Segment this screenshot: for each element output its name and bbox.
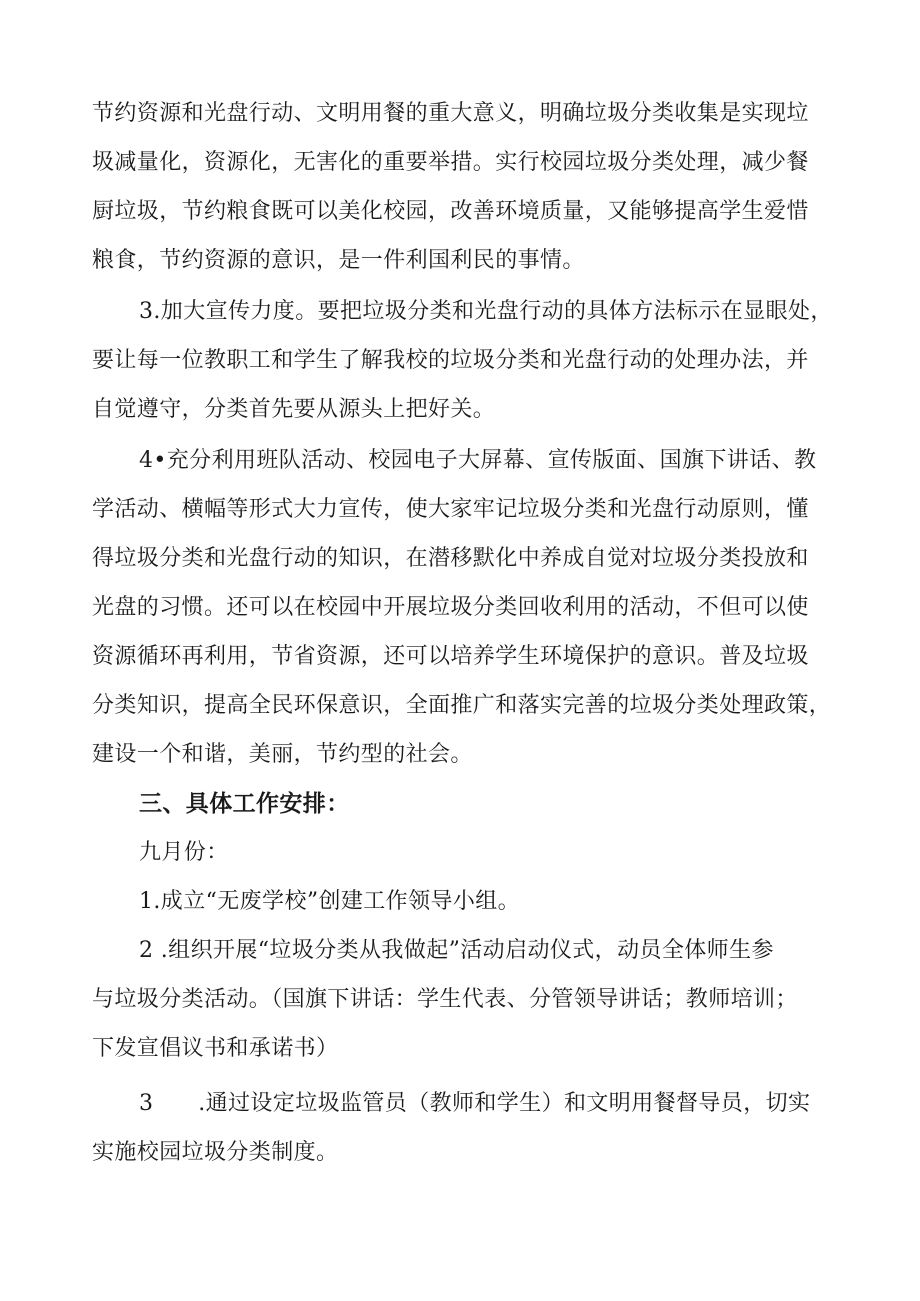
paragraph-line: 3 .通过设定垃圾监管员（教师和学生）和文明用餐督导员，切实 bbox=[139, 1091, 811, 1116]
paragraph-line: 光盘的习惯。还可以在校园中开展垃圾分类回收利用的活动，不但可以使 bbox=[92, 595, 809, 620]
paragraph-line: 建设一个和谐，美丽，节约型的社会。 bbox=[92, 742, 473, 767]
paragraph-line: 圾减量化，资源化，无害化的重要举措。实行校园垃圾分类处理，减少餐 bbox=[92, 150, 809, 175]
paragraph-line: 粮食，节约资源的意识，是一件利国利民的事情。 bbox=[92, 248, 585, 273]
paragraph-line: 学活动、横幅等形式大力宣传，使大家牢记垃圾分类和光盘行动原则，懂 bbox=[92, 497, 809, 522]
paragraph-line: 节约资源和光盘行动、文明用餐的重大意义，明确垃圾分类收集是实现垃 bbox=[92, 101, 809, 126]
paragraph-line: 得垃圾分类和光盘行动的知识，在潜移默化中养成自觉对垃圾分类投放和 bbox=[92, 546, 809, 571]
paragraph-line: 4•充分利用班队活动、校园电子大屏幕、宣传版面、国旗下讲话、教 bbox=[139, 448, 817, 473]
paragraph-line: 厨垃圾，节约粮食既可以美化校园，改善环境质量，又能够提高学生爱惜 bbox=[92, 199, 809, 224]
paragraph-line: 资源循环再利用，节省资源，还可以培养学生环境保护的意识。普及垃圾 bbox=[92, 644, 809, 669]
paragraph-line: 与垃圾分类活动。（国旗下讲话：学生代表、分管领导讲话；教师培训； bbox=[92, 987, 798, 1012]
paragraph-line: 2 .组织开展“垃圾分类从我做起”活动启动仪式，动员全体师生参 bbox=[139, 938, 774, 963]
paragraph-line: 分类知识，提高全民环保意识，全面推广和落实完善的垃圾分类处理政策， bbox=[92, 693, 832, 718]
paragraph-line: 九月份： bbox=[139, 840, 229, 865]
paragraph-line: 要让每一位教职工和学生了解我校的垃圾分类和光盘行动的处理办法，并 bbox=[92, 348, 809, 373]
paragraph-line: 3.加大宣传力度。要把垃圾分类和光盘行动的具体方法标示在显眼处， bbox=[139, 299, 833, 324]
paragraph-line: 1.成立“无废学校”创建工作领导小组。 bbox=[139, 889, 521, 914]
paragraph-line: 自觉遵守，分类首先要从源头上把好关。 bbox=[92, 397, 496, 422]
section-heading: 三、具体工作安排： bbox=[139, 791, 350, 817]
paragraph-line: 下发宣倡议书和承诺书） bbox=[92, 1036, 339, 1061]
paragraph-line: 实施校园垃圾分类制度。 bbox=[92, 1140, 339, 1165]
